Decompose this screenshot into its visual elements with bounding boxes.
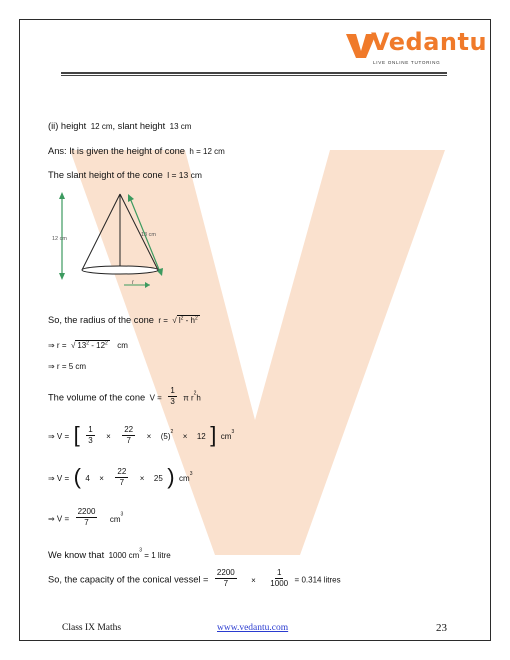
radius-step-2: ⇒ r = 5 cm	[48, 362, 87, 371]
question-line: (ii) height 12 cm, slant height 13 cm	[48, 121, 192, 131]
volume-step-3: ⇒ V = $\frac{2200}{7}$ $cm^3$	[48, 507, 124, 527]
litre-conversion-line: We know that 1000 $cm^3 = 1$ litre	[48, 547, 171, 560]
cone-figure	[50, 190, 170, 290]
volume-line: The volume of the cone V = $\frac{1}{3}$ π $r^2h$	[48, 386, 201, 406]
volume-step-2: ⇒ V = ( 4 × $\frac{22}{7}$ × 25 ) $cm^3$	[48, 464, 193, 489]
header-rule-thin	[61, 75, 447, 76]
answer-line: Ans: It is given the height of cone h = 12 cm	[48, 146, 225, 156]
vedantu-logo	[344, 26, 488, 72]
header-rule	[61, 72, 447, 74]
capacity-line: So, the capacity of the conical vessel = $\frac{2200}{7}$ × $\frac{1}{1000}$ = 0.314 litres	[48, 568, 341, 588]
radius-line: So, the radius of the cone r = √ $l^2 - h^2$	[48, 315, 198, 325]
radius-label: r	[132, 280, 134, 286]
brand-tagline: LIVE ONLINE TUTORING	[373, 60, 441, 65]
volume-step-1: ⇒ V = [ $\frac{1}{3}$ × $\frac{22}{7}$ × $(5)^2 \times 12$ ] $cm^3$	[48, 422, 235, 447]
footer-link[interactable]: www.vedantu.com	[217, 623, 289, 633]
page-number: 23	[436, 622, 447, 634]
radius-step-1: ⇒ r = √ $13^2 - 12^2$ cm	[48, 340, 128, 350]
slant-height-line: The slant height of the cone l = 13 cm	[48, 170, 202, 180]
height-label: 12 cm	[52, 236, 67, 242]
brand-name: Vedantu	[371, 28, 488, 56]
footer-class: Class IX Maths	[62, 623, 122, 633]
slant-label: 13 cm	[141, 232, 156, 238]
